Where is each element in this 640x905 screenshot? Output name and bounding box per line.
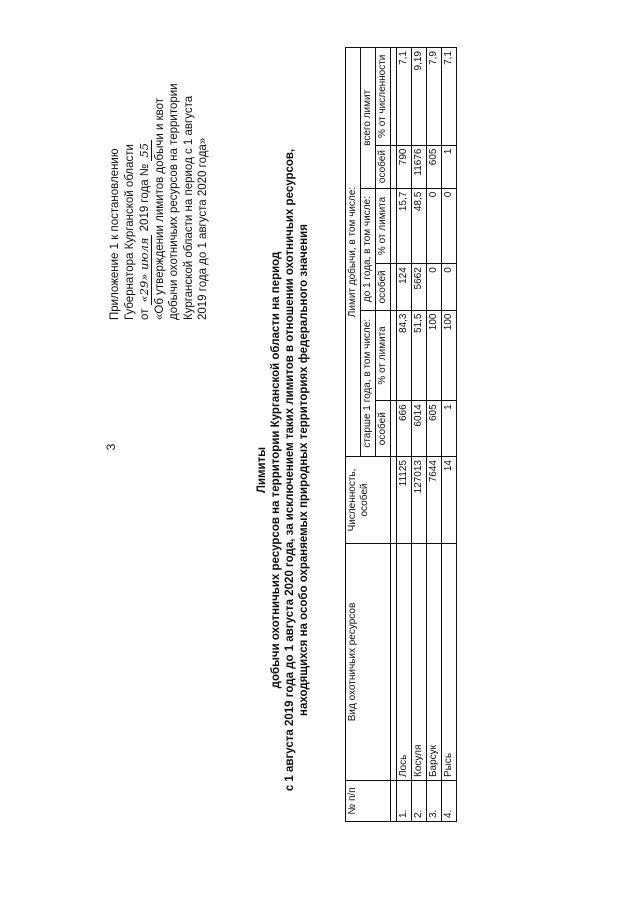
cell-o-ind: 666 — [397, 401, 412, 457]
appendix-line: 2019 года до 1 августа 2020 года» — [197, 137, 209, 320]
limits-table — [345, 47, 457, 822]
cell-pop: 11125 — [397, 457, 412, 544]
cell-o-pct: 100 — [427, 310, 442, 401]
title-line: с 1 августа 2019 года до 1 августа 2020 года, за исключением таких лимитов в отношении охотничьих ресурсов, — [284, 148, 296, 792]
cell-o-ind: 605 — [427, 401, 442, 457]
cell-u-ind: 5662 — [412, 264, 427, 310]
header-under-ind: особей — [376, 264, 391, 310]
cell-name: Лось — [397, 544, 412, 781]
header-older: старше 1 года, в том числе: — [361, 310, 376, 456]
document-title — [255, 140, 311, 800]
appendix-header — [108, 40, 211, 320]
cell-pop: 127013 — [412, 457, 427, 544]
cell-pop: 7644 — [427, 457, 442, 544]
limits-table-container — [345, 47, 457, 822]
cell-u-pct: 0 — [427, 188, 442, 264]
cell-t-ind: 790 — [397, 145, 412, 188]
appendix-from: от — [139, 308, 151, 320]
appendix-line: Приложение 1 к постановлению — [109, 148, 121, 320]
header-total-ind: особей — [376, 145, 391, 188]
table-row — [427, 48, 442, 822]
cell-t-ind: 11676 — [412, 145, 427, 188]
cell-u-pct: 15,7 — [397, 188, 412, 264]
cell-o-ind: 6014 — [412, 401, 427, 457]
header-older-ind: особей — [376, 401, 391, 457]
cell-t-pct: 7,1 — [397, 48, 412, 146]
cell-o-pct: 84,3 — [397, 310, 412, 401]
cell-t-pct: 7,1 — [442, 48, 457, 146]
cell-n: 1. — [397, 781, 412, 822]
cell-t-pct: 7,9 — [427, 48, 442, 146]
handwritten-date: «29» июля — [137, 235, 152, 306]
appendix-line: Курганской области на период с 1 августа — [182, 95, 195, 320]
table-row — [442, 48, 457, 822]
cell-u-ind: 0 — [427, 264, 442, 310]
appendix-line: добычи охотничьих ресурсов на территории — [168, 83, 180, 320]
cell-o-ind: 1 — [442, 401, 457, 457]
header-under-pct: % от лимита — [376, 188, 391, 264]
title-line: Лимиты — [256, 446, 268, 494]
table-row — [412, 48, 427, 822]
appendix-line: «Об утверждении лимитов добычи и квот — [153, 97, 166, 320]
cell-o-pct: 51,5 — [412, 310, 427, 401]
appendix-year: 2019 года № — [139, 163, 151, 232]
header-population: Численность, особей — [346, 457, 391, 544]
appendix-date-line — [137, 40, 153, 320]
title-line: добычи охотничьих ресурсов на территории Курганской области на период — [270, 251, 282, 689]
cell-n: 4. — [442, 781, 457, 822]
page-number: 3 — [104, 443, 118, 451]
cell-name: Рысь — [442, 544, 457, 781]
cell-pop: 14 — [442, 457, 457, 544]
cell-u-pct: 0 — [442, 188, 457, 264]
header-total: всего лимит — [361, 48, 376, 189]
cell-o-pct: 100 — [442, 310, 457, 401]
cell-u-pct: 48,5 — [412, 188, 427, 264]
cell-u-ind: 124 — [397, 264, 412, 310]
header-species: Вид охотничьих ресурсов — [346, 544, 391, 781]
title-line: находящихся на особо охраняемых природных территориях федерального значения — [298, 224, 310, 716]
cell-name: Барсук — [427, 544, 442, 781]
cell-n: 2. — [412, 781, 427, 822]
handwritten-doc-number: 55 — [137, 140, 152, 161]
cell-t-ind: 605 — [427, 145, 442, 188]
header-num: № п/п — [346, 781, 391, 822]
cell-n: 3. — [427, 781, 442, 822]
cell-t-ind: 1 — [442, 145, 457, 188]
cell-t-pct: 9,19 — [412, 48, 427, 146]
header-older-pct: % от лимита — [376, 310, 391, 401]
cell-name: Косуля — [412, 544, 427, 781]
header-limit: Лимит добычи, в том числе: — [346, 48, 361, 457]
table-row — [397, 48, 412, 822]
header-under: до 1 года, в том числе: — [361, 188, 376, 310]
appendix-line: Губернатора Курганской области — [123, 144, 136, 320]
header-total-pct: % от численности — [376, 48, 391, 146]
cell-u-ind: 0 — [442, 264, 457, 310]
